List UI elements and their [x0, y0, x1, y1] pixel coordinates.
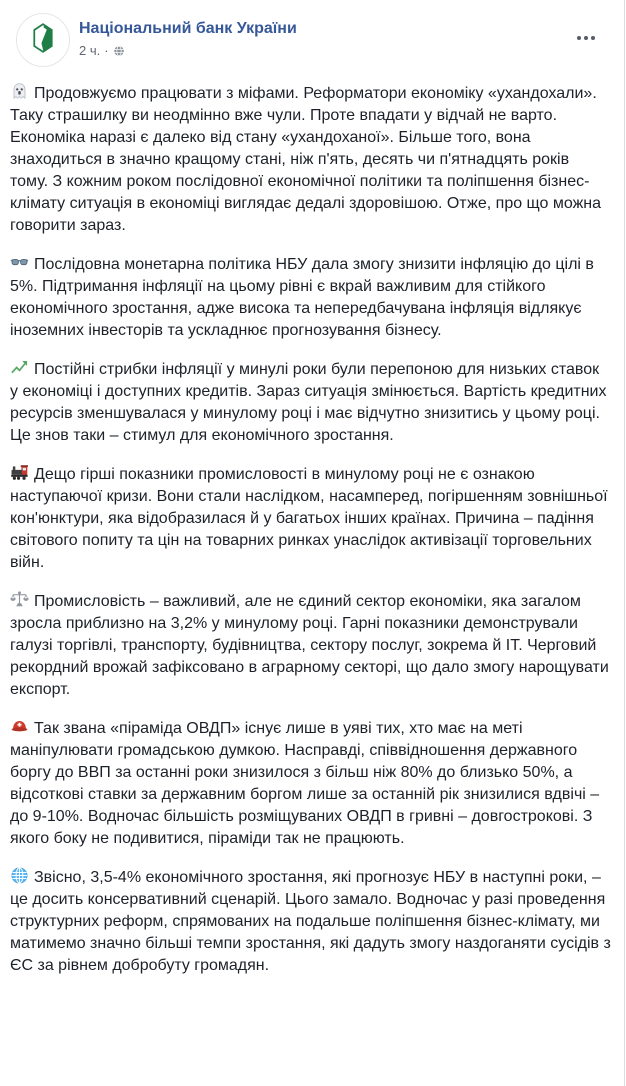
post-paragraph: [10, 253, 611, 342]
chart-increasing-emoji-icon: [10, 358, 29, 377]
paragraph-text: Продовжуємо працювати з міфами. Реформатори економіку «ухандохали». Таку страшилку ви неодмінно вже чули. Проте впадати у відчай не варто. Економіка наразі є далеко від стану «ухандоханої». Більше того, вона знаходиться в значно кращому стані, ніж п'ять, десять чи п'ятнадцять років тому. З кожним роком послідовної економічної політики та поліпшення бізнес-клімату ситуація в економіці виглядає дедалі здоровішою. Отже, про що можна говорити зараз.: [10, 85, 602, 234]
globe-meridians-emoji-icon: [10, 866, 29, 885]
locomotive-emoji-icon: [10, 463, 29, 482]
post-paragraph: [10, 463, 611, 574]
post-header: [10, 13, 613, 67]
post-paragraph: [10, 358, 611, 447]
paragraph-text: Постійні стрибки інфляції у минулі роки були перепоною для низьких ставок у економіці і доступних кредитів. Зараз ситуація змінюється. Вартість кредитних ресурсів зменшувалася у минулому році і має відчутно знизитись у цьому році. Це знов таки – стимул для економічного зростання.: [10, 361, 607, 444]
post-paragraph: [10, 590, 611, 701]
paragraph-text: Звісно, 3,5-4% економічного зростання, які прогнозує НБУ в наступні роки, – це досить консервативний сценарій. Цього замало. Водночас у разі проведення структурних реформ, спрямованих на подальше поліпшення бізнес-клімату, ми матимемо значно більші темпи зростання, які дадуть змогу наздоганяти сусідів з ЄС за рівнем добробуту громадян.: [10, 869, 611, 974]
post-paragraph: [10, 866, 611, 977]
ellipsis-icon: [577, 36, 595, 40]
post-paragraph: [10, 82, 611, 237]
nbu-logo-icon: [27, 22, 59, 59]
timestamp[interactable]: 2 ч.: [79, 43, 101, 59]
page-name-link[interactable]: Національний банк України: [79, 20, 297, 37]
post-meta: [79, 43, 297, 58]
paragraph-text: Дещо гірші показники промисловості в минулому році не є ознакою наступаючої кризи. Вони стали наслідком, насамперед, погіршенням зовнішньої кон'юнктури, яка відобразилася й у багатьох інших країнах. Причина – падіння світового попиту та цін на товарних ринках унаслідок активізації торговельних війн.: [10, 466, 608, 571]
meta-separator: ·: [104, 43, 109, 59]
paragraph-text: Промисловість – важливий, але не єдиний сектор економіки, яка загалом зросла приблизно на 3,2% у минулому році. Гарні показники демонстрували галузі торгівлі, транспорту, будівництва, сектору послуг, зокрема й ІТ. Черговий рекордний врожай зафіксовано в аграрному секторі, що дало змогу нарощувати експорт.: [10, 593, 609, 698]
post-paragraph: [10, 717, 611, 850]
post-body: [10, 82, 613, 977]
balance-scale-emoji-icon: [10, 590, 29, 609]
page-avatar[interactable]: [16, 13, 70, 67]
ghost-emoji-icon: [10, 82, 29, 101]
more-options-button[interactable]: [569, 25, 603, 51]
paragraph-text: Так звана «піраміда ОВДП» існує лише в уяві тих, хто має на меті маніпулювати громадською думкою. Насправді, співвідношення державного боргу до ВВП за останні роки знизилося з більш ніж 80% до близько 50%, а відсоткові ставки за державним боргом лише за останній рік знизилися вдвічі – до 9-10%. Водночас більшість розміщуваних ОВДП в гривні – довгострокові. З якого боку не подивитися, піраміди так не працюють.: [10, 720, 600, 847]
paragraph-text: Послідовна монетарна політика НБУ дала змогу знизити інфляцію до цілі в 5%. Підтримання інфляції на цьому рівні є вкрай важливим для стійкого економічного зростання, адже висока та непередбачувана інфляція відлякує іноземних інвесторів та ускладнює прогнозування бізнесу.: [10, 256, 594, 339]
privacy-globe-icon: [113, 45, 125, 57]
glasses-emoji-icon: [10, 253, 29, 272]
header-info: [79, 13, 297, 58]
rescue-helmet-emoji-icon: [10, 717, 29, 736]
